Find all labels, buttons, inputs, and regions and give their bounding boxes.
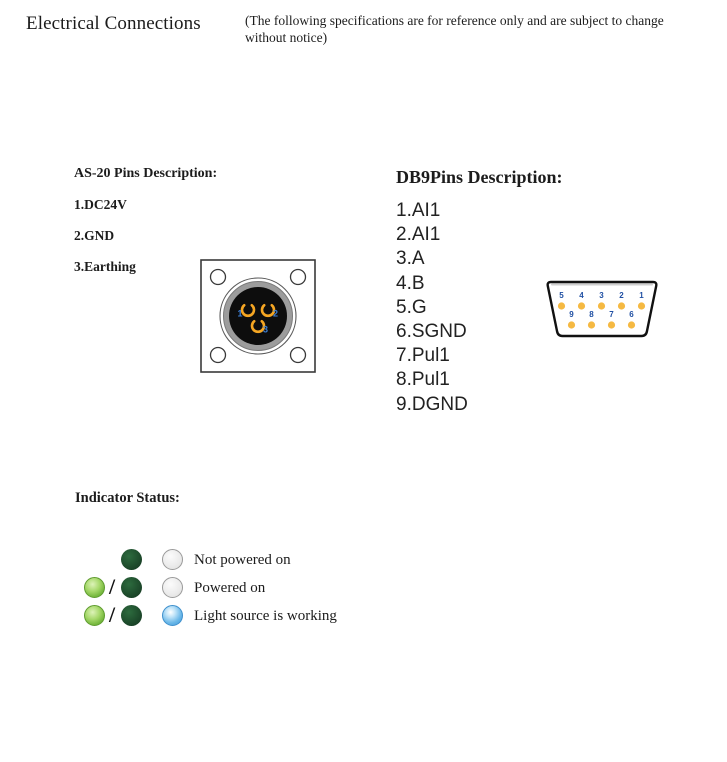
svg-text:3: 3 [263, 324, 269, 335]
indicator-status-heading: Indicator Status: [75, 490, 180, 506]
svg-text:2: 2 [273, 308, 279, 319]
db9-connector-diagram [543, 279, 661, 341]
indicator-status-list [84, 547, 504, 631]
svg-text:2: 2 [619, 291, 624, 300]
as20-corner-hole-top-right [291, 270, 306, 285]
page-title: Electrical Connections [26, 13, 201, 34]
indicator-label-powered-on: Powered on [194, 580, 266, 596]
indicator-label-not-powered-on: Not powered on [194, 552, 291, 568]
db9-pin-item-7: 7.Pul1 [396, 345, 450, 367]
db9-pin-item-4: 4.B [396, 272, 425, 294]
as20-corner-hole-bottom-right [291, 348, 306, 363]
as20-pin-item-2: 2.GND [74, 228, 115, 243]
as20-section-heading: AS-20 Pins Description: [74, 166, 218, 181]
db9-pin-item-8: 8.Pul1 [396, 369, 450, 391]
as20-corner-hole-top-left [211, 270, 226, 285]
db9-pin-item-5: 5.G [396, 296, 427, 318]
power-led-bright-green-icon [84, 577, 105, 598]
db9-pin-item-9: 9.DGND [396, 393, 468, 415]
power-led-dark-green-icon [121, 577, 142, 598]
db9-pin-item-2: 2.AI1 [396, 224, 441, 246]
indicator-row-powered-on [84, 575, 504, 603]
svg-text:8: 8 [589, 310, 594, 319]
indicator-power-led-group [84, 575, 156, 601]
indicator-row-not-powered-on [84, 547, 504, 575]
svg-text:6: 6 [629, 310, 634, 319]
power-led-bright-green-icon [84, 605, 105, 626]
status-led-gray-icon [162, 577, 183, 598]
power-led-dark-green-icon [121, 605, 142, 626]
db9-pin-item-6: 6.SGND [396, 321, 467, 343]
status-led-gray-icon [162, 549, 183, 570]
header-disclaimer-note: (The following specifications are for reference only and are subject to change without notice) [245, 13, 664, 45]
db9-pin-item-3: 3.A [396, 248, 425, 270]
svg-text:3: 3 [599, 291, 604, 300]
db9-section-heading: DB9Pins Description: [396, 167, 563, 187]
as20-pin-item-1: 1.DC24V [74, 197, 127, 212]
indicator-label-light-source-working: Light source is working [194, 608, 337, 624]
svg-text:7: 7 [609, 310, 614, 319]
power-led-dark-green-icon [121, 549, 142, 570]
db9-pin-item-1: 1.AI1 [396, 200, 441, 221]
as20-corner-hole-bottom-left [211, 348, 226, 363]
svg-text:4: 4 [579, 291, 584, 300]
svg-text:1: 1 [639, 291, 644, 300]
indicator-power-led-group [84, 603, 156, 629]
svg-text:5: 5 [559, 291, 564, 300]
as20-pin-item-3: 3.Earthing [74, 259, 136, 274]
indicator-separator-slash: / [109, 574, 116, 599]
indicator-separator-slash: / [109, 602, 116, 627]
indicator-power-led-group [84, 547, 156, 573]
svg-text:1: 1 [237, 308, 243, 319]
indicator-row-light-source-working [84, 603, 504, 631]
as20-connector-diagram [200, 259, 316, 373]
svg-text:9: 9 [569, 310, 574, 319]
status-led-blue-icon [162, 605, 183, 626]
